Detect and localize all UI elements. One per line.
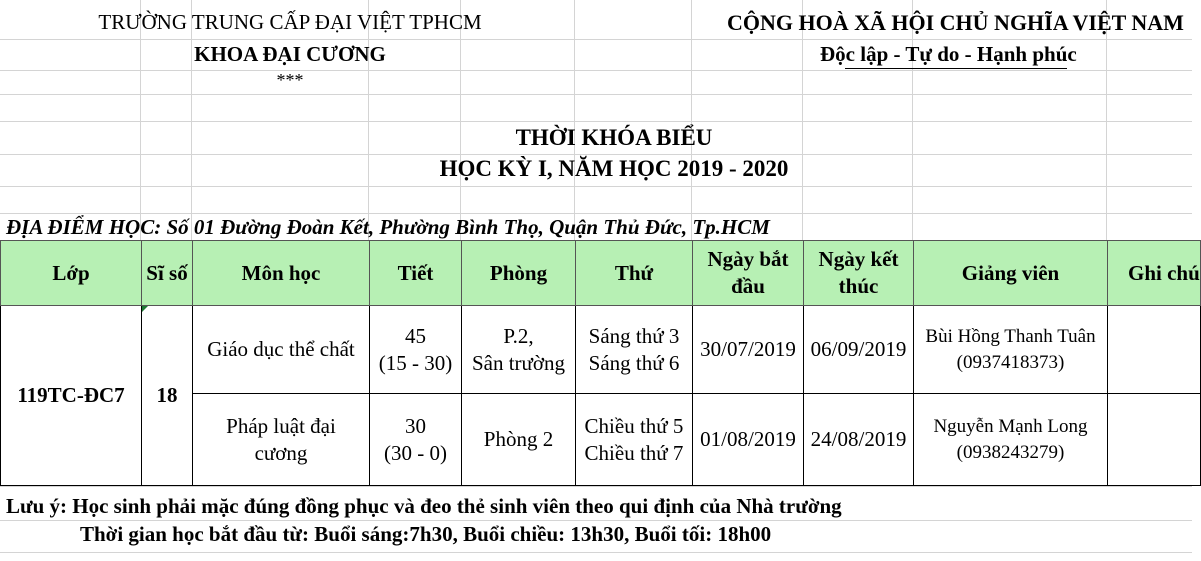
page-subtitle: HỌC KỲ I, NĂM HỌC 2019 - 2020 [439,156,789,181]
school-name: TRƯỜNG TRUNG CẤP ĐẠI VIỆT TPHCM [98,10,482,34]
gridline [802,0,803,240]
header-monhoc: Môn học [193,241,370,306]
faculty-name: KHOA ĐẠI CƯƠNG [194,42,386,66]
gridline [0,520,1192,521]
gridline [368,0,369,240]
subject-line: Pháp luật đại [226,413,336,438]
lecturer-cell[interactable] [914,306,1108,394]
motto-underline [845,68,1067,69]
header-phong: Phòng [462,241,576,306]
start-date-cell[interactable]: 01/08/2019 [693,394,804,486]
end-date-cell[interactable]: 24/08/2019 [804,394,914,486]
nation-title: CỘNG HOÀ XÃ HỘI CHỦ NGHĨA VIỆT NAM [727,10,1184,35]
lecturer-phone: (0938243279) [956,441,1065,463]
day-line: Chiều thứ 7 [584,440,684,465]
header-giang-vien: Giảng viên [914,241,1108,306]
gridline [0,186,1192,187]
periods-split: (30 - 0) [384,440,447,465]
day-line: Chiều thứ 5 [584,413,684,438]
lecturer-name: Bùi Hồng Thanh Tuân [925,325,1096,347]
gridline [0,552,1192,553]
periods-total: 45 [405,323,426,348]
note-cell[interactable] [1108,306,1201,394]
gridline [691,0,692,240]
day-cell[interactable] [576,394,693,486]
subject-line: cương [254,440,308,465]
periods-cell[interactable] [370,394,462,486]
gridline [0,213,1192,214]
lecturer-phone: (0937418373) [956,351,1065,373]
timetable [0,240,1201,486]
stars-divider: *** [276,70,304,90]
header-thu: Thứ [576,241,693,306]
header-tiet: Tiết [370,241,462,306]
header-ghi-chu: Ghi chú [1108,241,1201,306]
lecturer-cell[interactable] [914,394,1108,486]
class-code-cell[interactable]: 119TC-ĐC7 [1,306,142,486]
header-siso: Sĩ số [142,241,193,306]
gridline [1106,0,1107,240]
start-date-cell[interactable]: 30/07/2019 [693,306,804,394]
motto: Độc lập - Tự do - Hạnh phúc [820,42,1077,66]
location-line: ĐỊA ĐIỂM HỌC: Số 01 Đường Đoàn Kết, Phường Bình Thọ, Quận Thủ Đức, Tp.HCM [6,215,770,239]
room-cell[interactable] [462,306,576,394]
class-size-cell[interactable]: 18 [142,306,193,486]
cell-comment-indicator [142,306,148,312]
room-cell[interactable]: Phòng 2 [462,394,576,486]
note-line-2: Thời gian học bắt đầu từ: Buổi sáng:7h30, Buổi chiều: 13h30, Buổi tối: 18h00 [80,522,772,546]
gridline [191,0,192,240]
gridline [574,0,575,240]
subject-cell[interactable]: Giáo dục thể chất [193,306,370,394]
table-row [1,306,1201,394]
header-lop: Lớp [1,241,142,306]
end-date-cell[interactable]: 06/09/2019 [804,306,914,394]
periods-cell[interactable] [370,306,462,394]
day-line: Sáng thứ 6 [588,350,680,375]
gridline [0,486,1192,487]
room-line: P.2, [503,323,534,348]
day-cell[interactable] [576,306,693,394]
gridline [0,94,1192,95]
gridline [912,0,913,240]
room-line: Sân trường [471,350,566,375]
note-cell[interactable] [1108,394,1201,486]
subject-cell[interactable] [193,394,370,486]
gridline [140,0,141,240]
note-line-1: Lưu ý: Học sinh phải mặc đúng đồng phục và đeo thẻ sinh viên theo qui định của Nhà trường [6,494,842,518]
lecturer-name: Nguyễn Mạnh Long [933,415,1088,437]
table-header-row [1,241,1201,306]
day-line: Sáng thứ 3 [588,323,680,348]
gridline [0,154,1192,155]
gridline [0,121,1192,122]
periods-split: (15 - 30) [378,350,453,375]
gridline [460,0,461,240]
periods-total: 30 [405,413,426,438]
page-title: THỜI KHÓA BIỂU [515,125,713,150]
gridline [0,39,1192,40]
header-ngay-ket-thuc: Ngày kết thúc [804,241,914,306]
header-ngay-bat-dau: Ngày bắt đầu [693,241,804,306]
